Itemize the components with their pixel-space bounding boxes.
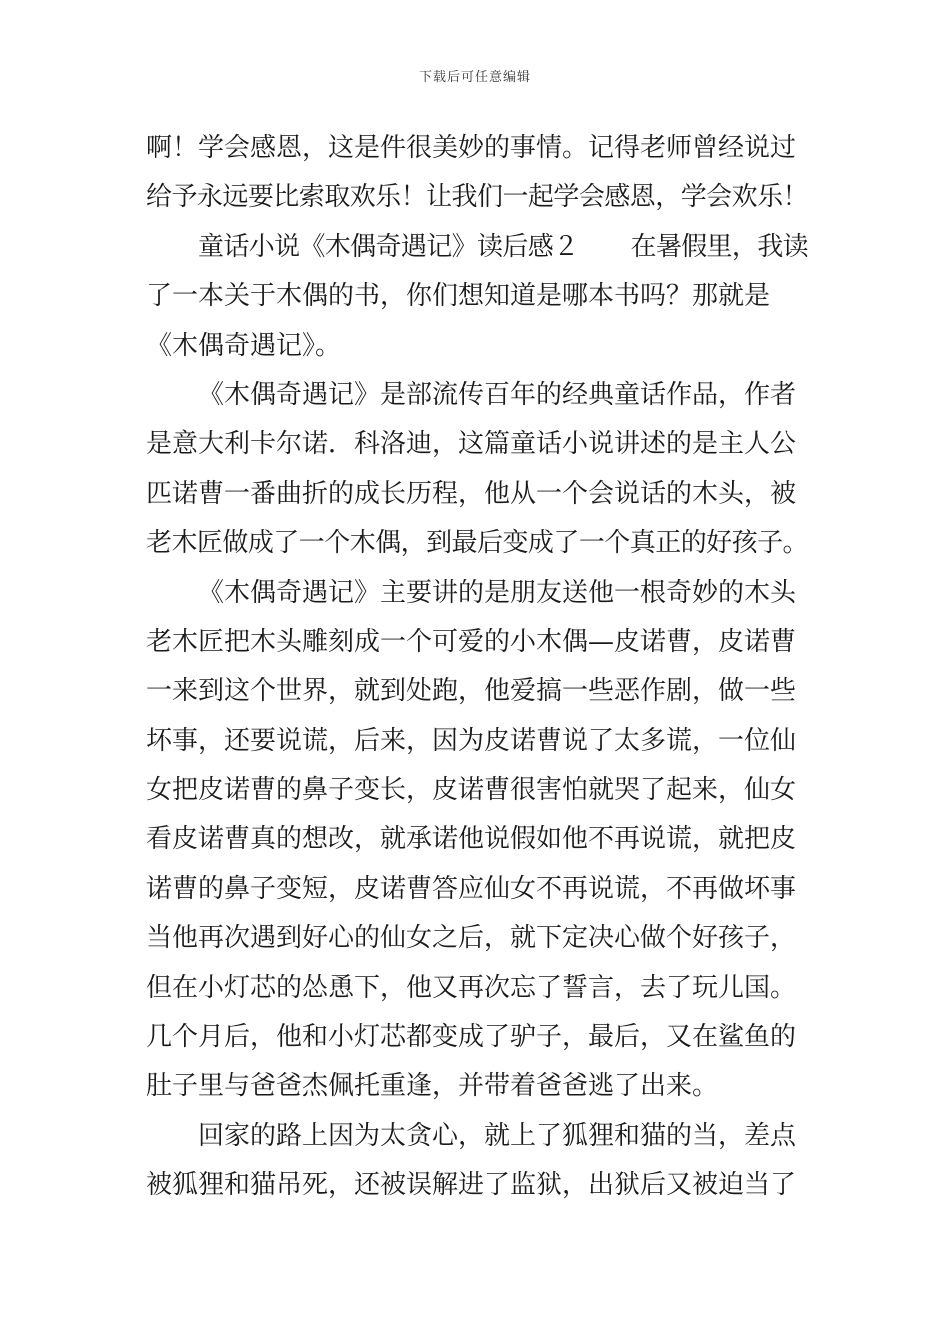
text-line-1: 啊！学会感恩，这是件很美妙的事情。记得老师曾经说过 [146,133,797,163]
text-line-4: 了一本关于木偶的书，你们想知道是哪本书吗？那就是 [146,281,771,312]
text-line-2: 给予永远要比索取欢乐！让我们一起学会感恩，学会欢乐！ [146,182,809,213]
text-line-13: 坏事，还要说谎，后来，因为皮诺曹说了太多谎，一位仙 [146,725,797,756]
section-title: 童话小说《木偶奇遇记》读后感２ [198,231,579,262]
text-line-15: 看皮诺曹真的想改，就承诺他说假如他不再说谎，就把皮 [146,824,797,855]
text-line-9: 老木匠做成了一个木偶，到最后变成了一个真正的好孩子。 [146,528,809,559]
text-line-6: 《木偶奇遇记》是部流传百年的经典童话作品，作者 [198,379,797,410]
text-line-7: 是意大利卡尔诺．科洛迪，这篇童话小说讲述的是主人公 [146,429,797,460]
text-line-17: 当他再次遇到好心的仙女之后，就下定决心做个好孩子， [146,923,797,954]
text-line-3-continued: 在暑假里，我读 [630,231,809,262]
text-line-11: 老木匠把木头雕刻成一个可爱的小木偶—皮诺曹，皮诺曹 [146,626,797,657]
text-line-21: 回家的路上因为太贪心，就上了狐狸和猫的当，差点 [198,1120,797,1151]
text-line-22: 被狐狸和猫吊死，还被误解进了监狱，出狱后又被迫当了 [146,1170,797,1201]
document-body [146,124,808,1211]
text-line-5: 《木偶奇遇记》。 [146,330,342,361]
text-line-3 [146,223,808,272]
text-line-20: 肚子里与爸爸杰佩托重逢，并带着爸爸逃了出来。 [146,1071,719,1102]
text-line-18: 但在小灯芯的怂恿下，他又再次忘了誓言，去了玩儿国。 [146,972,797,1003]
text-line-19: 几个月后，他和小灯芯都变成了驴子，最后，又在鲨鱼的 [146,1022,797,1053]
text-line-16: 诺曹的鼻子变短，皮诺曹答应仙女不再说谎，不再做坏事 [146,873,797,904]
text-line-14: 女把皮诺曹的鼻子变长，皮诺曹很害怕就哭了起来，仙女 [146,775,797,806]
page-header: 下载后可任意编辑 [418,70,531,85]
text-line-10: 《木偶奇遇记》主要讲的是朋友送他一根奇妙的木头 [198,577,797,608]
text-line-12: 一来到这个世界，就到处跑，他爱搞一些恶作剧，做一些 [146,676,797,707]
text-line-8: 匹诺曹一番曲折的成长历程，他从一个会说话的木头，被 [146,478,797,509]
